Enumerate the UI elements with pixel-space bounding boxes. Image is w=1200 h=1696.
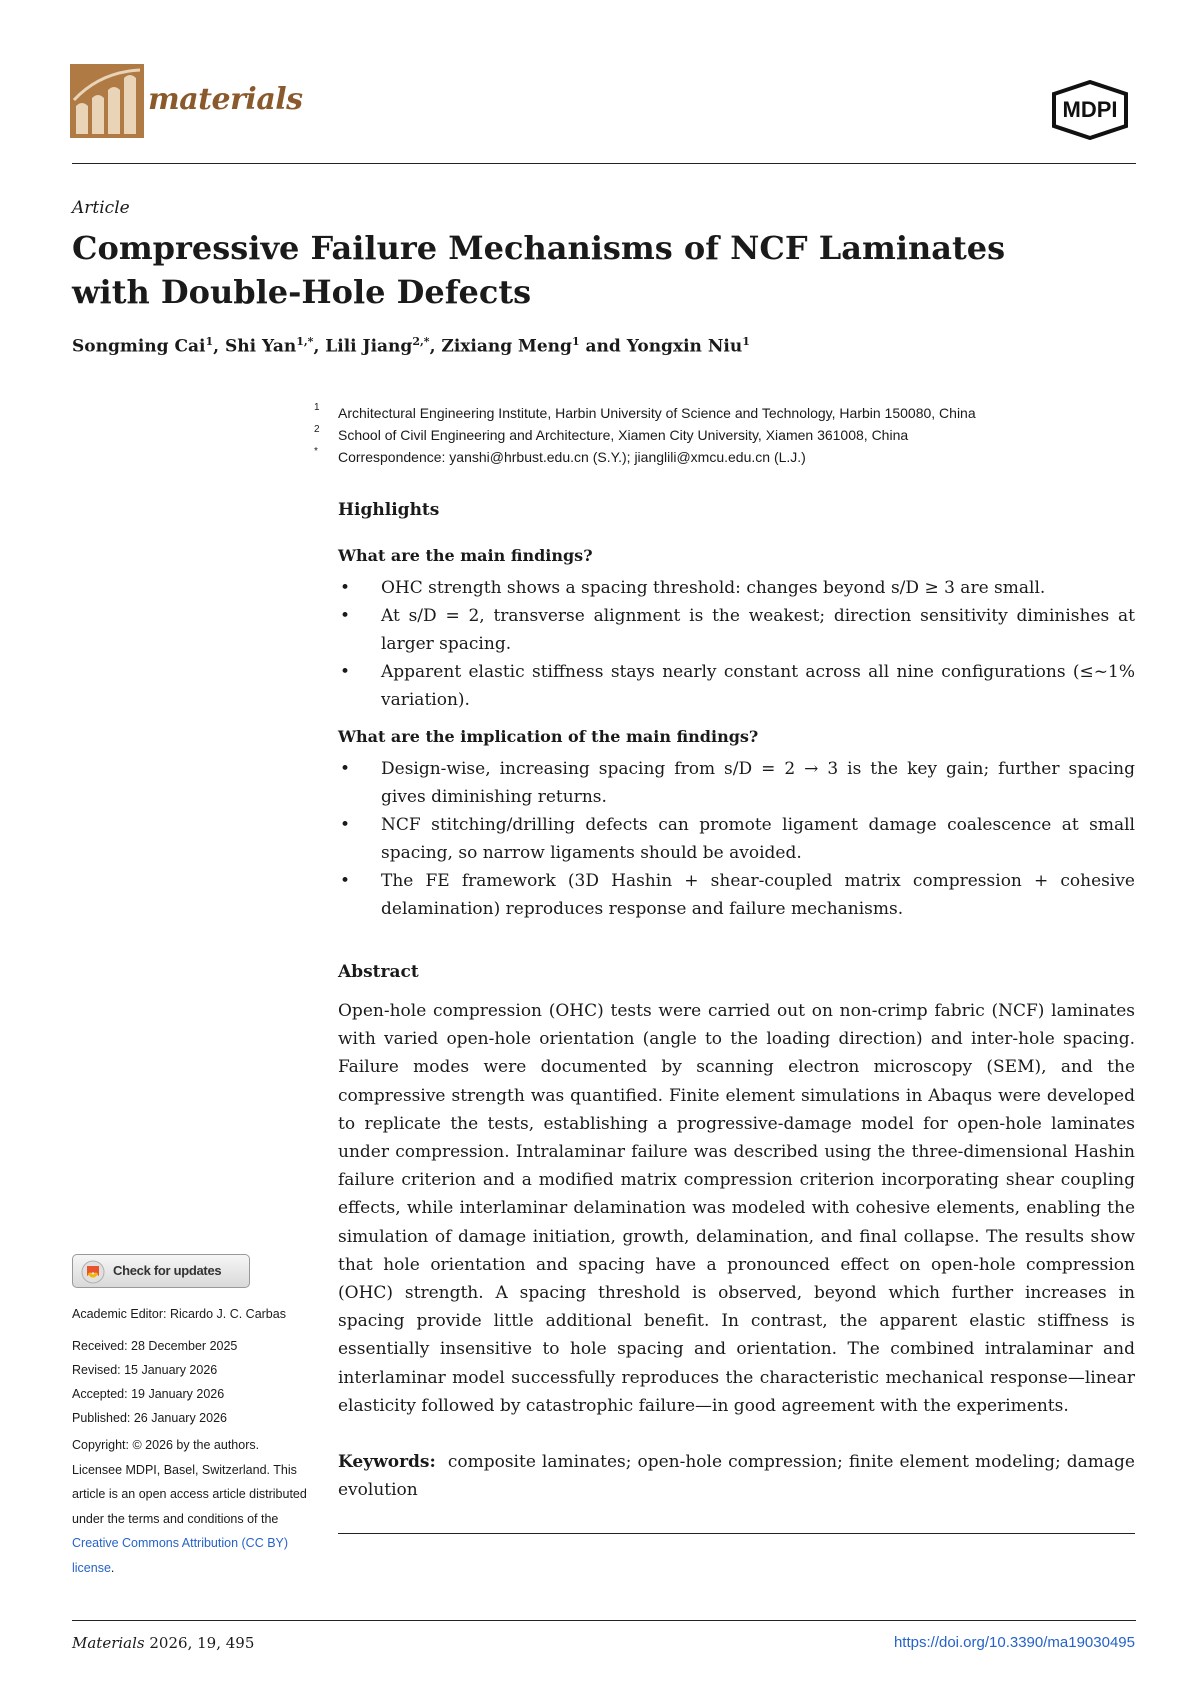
correspondence-mark: *: [314, 446, 318, 457]
author-separator: ,: [213, 336, 225, 357]
author-name[interactable]: Songming Cai: [72, 336, 206, 357]
keywords-text: composite laminates; open-hole compression; finite element modeling; damage evolution: [338, 1452, 1135, 1500]
affiliation-mark: 1: [314, 402, 320, 413]
author-separator: and: [579, 336, 627, 357]
article-type: Article: [72, 198, 130, 218]
license-end: .: [110, 1560, 115, 1575]
author-name[interactable]: Yongxin Niu: [626, 336, 743, 357]
journal-name: materials: [148, 82, 303, 117]
author-affiliation-mark: 1: [205, 335, 214, 348]
list-item: • Apparent elastic stiffness stays nearly constant across all nine configurations (≤~1% variation).: [338, 658, 1135, 714]
check-updates-icon: [81, 1260, 105, 1284]
findings-list: [338, 574, 1135, 714]
footer-citation: [72, 1634, 254, 1652]
affiliation-1: [314, 402, 976, 421]
author-separator: ,: [313, 336, 326, 357]
header-rule: [72, 163, 1136, 164]
author-affiliation-mark: 1: [742, 335, 750, 348]
findings-question: What are the main findings?: [338, 546, 593, 565]
paper-title: Compressive Failure Mechanisms of NCF Laminates with Double-Hole Defects: [72, 229, 1006, 311]
list-item: • Design-wise, increasing spacing from s/D = 2 → 3 is the key gain; further spacing gives diminishing returns.: [338, 755, 1135, 811]
affiliation-2: [314, 424, 909, 443]
author-name[interactable]: Zixiang Meng: [441, 336, 572, 357]
keywords-rule: [338, 1533, 1135, 1534]
author-name[interactable]: Shi Yan: [224, 336, 297, 357]
correspondence: [314, 446, 806, 465]
list-item: • The FE framework (3D Hashin + shear-coupled matrix compression + cohesive delamination) reproduces response and failure mechanisms.: [338, 867, 1135, 923]
implications-question: What are the implication of the main findings?: [338, 727, 759, 746]
highlights-heading: Highlights: [338, 500, 440, 520]
check-for-updates-button[interactable]: [72, 1254, 250, 1288]
published-date: Published: 26 January 2026: [72, 1411, 227, 1425]
author-list: [72, 335, 750, 357]
keywords-label: Keywords:: [338, 1452, 436, 1472]
received-date: Received: 28 December 2025: [72, 1339, 238, 1353]
author-affiliation-mark: 1: [571, 335, 580, 348]
doi-link[interactable]: https://doi.org/10.3390/ma19030495: [893, 1634, 1135, 1651]
abstract-heading: Abstract: [338, 962, 419, 982]
author-separator: ,: [429, 336, 442, 357]
author-affiliation-mark: 1,*: [296, 335, 314, 348]
footer-journal: Materials: [72, 1634, 145, 1652]
academic-editor: Academic Editor: Ricardo J. C. Carbas: [72, 1307, 286, 1321]
copyright-notice: [72, 1433, 312, 1580]
license-link[interactable]: Creative Commons Attribution (CC BY) license: [72, 1536, 289, 1575]
affiliation-mark: 2: [314, 424, 320, 435]
correspondence-text[interactable]: Correspondence: yanshi@hrbust.edu.cn (S.Y.); jianglili@xmcu.edu.cn (L.J.): [338, 449, 806, 465]
abstract-text: Open-hole compression (OHC) tests were carried out on non-crimp fabric (NCF) laminates with varied open-hole orientation (angle to the loading direction) and inter-hole spacing. Failure modes were documented by scanning electron microscopy (SEM), and the compressive strength was quantified. Finite element simulations in Abaqus were developed to replicate the tests, establishing a progressive-damage model for open-hole laminates under compression. Intralaminar failure was described using the three-dimensional Hashin failure criterion and a modified matrix compression criterion incorporating shear coupling effects, while interlaminar delamination was modeled with cohesive elements, enabling the simulation of damage initiation, growth, delamination, and final collapse. The results show that hole orientation and spacing have a pronounced effect on open-hole compression (OHC) strength. A spacing threshold is observed, beyond which further increases in spacing provide little additional benefit. In contrast, the apparent elastic stiffness is essentially insensitive to hole spacing and orientation. The combined intralaminar and interlaminar model successfully reproduces the characteristic mechanical response—linear elasticity followed by catastrophic failure—in good agreement with the experiments.: [338, 1001, 1135, 1416]
footer-rule: [72, 1620, 1136, 1621]
revised-date: Revised: 15 January 2026: [72, 1363, 218, 1377]
affiliation-text: School of Civil Engineering and Architecture, Xiamen City University, Xiamen 361008, China: [338, 427, 909, 443]
check-updates-label: Check for updates: [113, 1263, 222, 1278]
list-item: • At s/D = 2, transverse alignment is the weakest; direction sensitivity diminishes at larger spacing.: [338, 602, 1135, 658]
list-item: • NCF stitching/drilling defects can promote ligament damage coalescence at small spacing, so narrow ligaments should be avoided.: [338, 811, 1135, 867]
journal-logo: [70, 64, 144, 138]
publisher-name: MDPI: [1062, 97, 1118, 122]
list-item: • OHC strength shows a spacing threshold: changes beyond s/D ≥ 3 are small.: [338, 574, 1135, 602]
keywords: [338, 1448, 1135, 1504]
author-affiliation-mark: 2,*: [412, 335, 430, 348]
author-name[interactable]: Lili Jiang: [325, 336, 413, 357]
implications-list: [338, 755, 1135, 923]
copyright-text: Copyright: © 2026 by the authors. Licensee MDPI, Basel, Switzerland. This article is an open access article distributed under the terms and conditions of the: [72, 1438, 307, 1526]
affiliation-text: Architectural Engineering Institute, Harbin University of Science and Technology, Harbin 150080, China: [338, 405, 976, 421]
footer-citation-text: 2026, 19, 495: [144, 1634, 255, 1652]
accepted-date: Accepted: 19 January 2026: [72, 1387, 225, 1401]
publisher-logo: [1044, 80, 1136, 140]
